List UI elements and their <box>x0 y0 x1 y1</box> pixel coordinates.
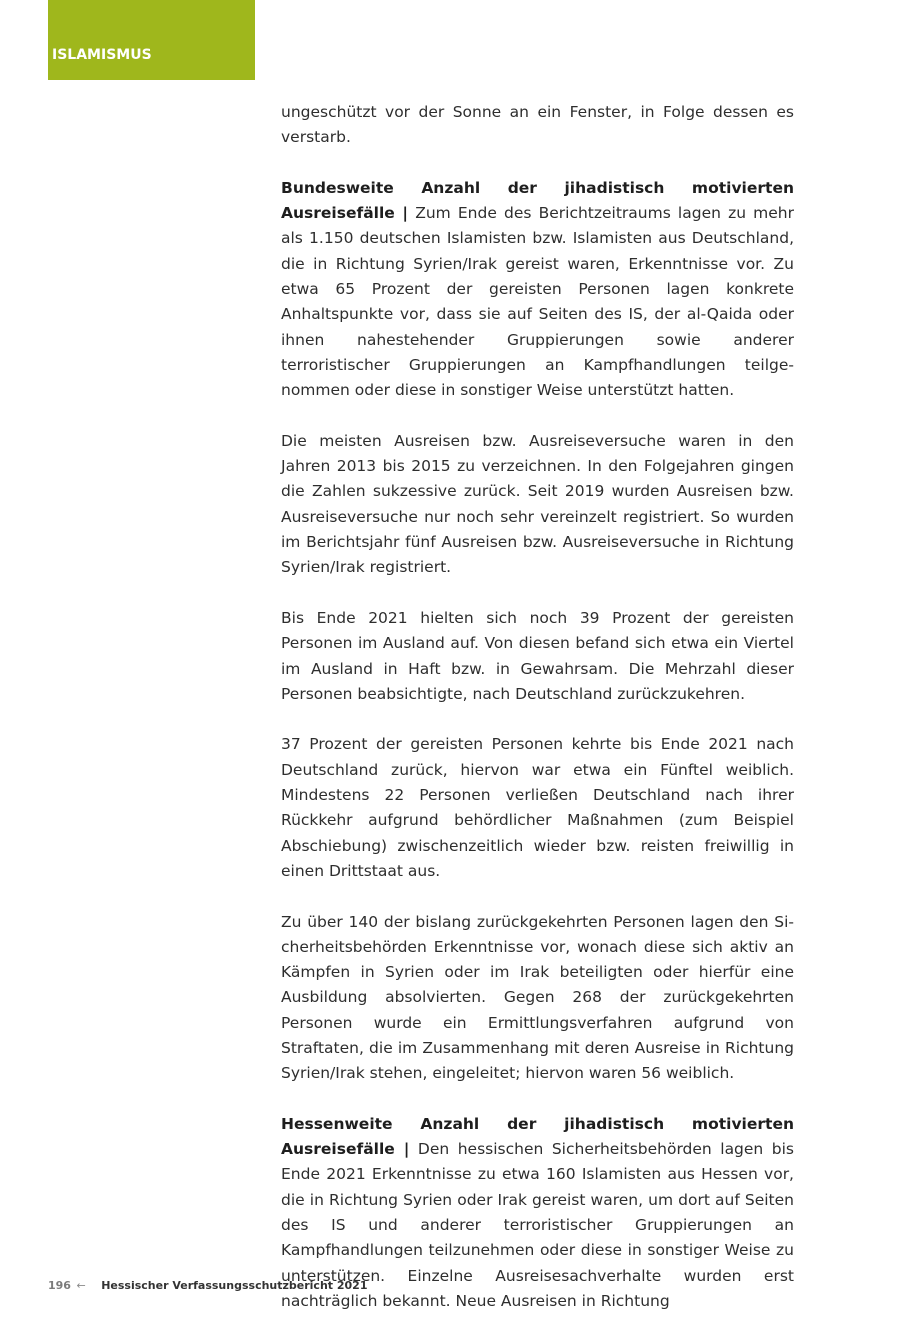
paragraph-4: Bis Ende 2021 hielten sich noch 39 Prozent der gereisten Personen im Ausland auf. Von diesen befand sich etwa ein Viertel im Ausland in Haft bzw. in Gewahrsam. Die Mehrzahl dieser Personen beabsichtigte, nach Deutschland zurückzukehren. <box>281 608 794 703</box>
section-label: ISLAMISMUS <box>52 47 152 63</box>
arrow-left-icon: ← <box>76 1279 86 1292</box>
paragraph-2 <box>281 176 794 404</box>
paragraph-2-text: Zum Ende des Berichtzeitraums lagen zu mehr als 1.150 deutschen Islamisten bzw. Islamisten aus Deutschland, die in Richtung Syrien/Irak gereist waren, Erkenntnisse vor. Zu etwa 65 Prozent der gereisten Personen lagen konkrete Anhaltspunkte vor, dass sie auf Seiten des IS, der al-Qaida oder ihnen nahestehender Gruppierungen sowie anderer terroristischer Gruppierungen an Kampfhandlungen teilgenommen oder diese in sonstiger Weise unterstützt hatten. <box>281 204 794 400</box>
report-title: Hessischer Verfassungsschutzbericht 2021 <box>101 1279 368 1292</box>
main-text-column <box>281 100 794 1340</box>
paragraph-5: 37 Prozent der gereisten Personen kehrte bis Ende 2021 nach Deutschland zurück, hiervon war etwa ein Fünftel weiblich. Mindestens 22 Personen verließen Deutschland nach ihrer Rückkehr aufgrund behördlicher Maßnahmen (zum Beispiel Abschiebung) zwischenzeitlich wieder bzw. reisten freiwillig in einen Drittstaat aus. <box>281 735 794 880</box>
paragraph-1: ungeschützt vor der Sonne an ein Fenster, in Folge dessen es verstarb. <box>281 103 794 147</box>
paragraph-2-heading: Bundesweite Anzahl der jihadistisch motivierten Ausreisefälle | <box>281 178 794 223</box>
paragraph-6: Zu über 140 der bislang zurückgekehrten Personen lagen den Sicherheitsbehörden Erkenntnisse vor, wonach diese sich aktiv an Kämpfen in Syrien oder im Irak beteiligten oder hierfür eine Ausbildung absolvierten. Gegen 268 der zurückgekehrten Personen wurde ein Ermittlungsverfahren aufgrund von Straftaten, die im Zusammenhang mit deren Ausreise in Richtung Syrien/Irak stehen, eingeleitet; hiervon waren 56 weiblich. <box>281 912 794 1083</box>
page-number: 196 <box>48 1279 71 1292</box>
page-footer <box>48 1279 368 1292</box>
paragraph-7-text: Den hessischen Sicherheitsbehörden lagen bis Ende 2021 Erkenntnisse zu etwa 160 Islamisten aus Hessen vor, die in Richtung Syrien oder Irak gereist waren, um dort auf Seiten des IS und anderer terroristischer Gruppierungen an Kampfhandlungen teilzunehmen oder diese in sonstiger Weise zu unterstützen. Einzelne Ausreisesachverhalte wurden erst nachträglich bekannt. Neue Ausreisen in Richtung <box>281 1140 794 1310</box>
section-tab <box>48 0 255 80</box>
paragraph-7-heading: Hessenweite Anzahl der jihadistisch motivierten Ausreisefälle | <box>281 1114 794 1159</box>
paragraph-3: Die meisten Ausreisen bzw. Ausreiseversuche waren in den Jahren 2013 bis 2015 zu verzeichnen. In den Folgejahren gingen die Zahlen sukzessive zurück. Seit 2019 wurden Ausreisen bzw. Ausreiseversuche nur noch sehr vereinzelt registriert. So wurden im Berichtsjahr fünf Ausreisen bzw. Ausreiseversuche in Richtung Syrien/Irak registriert. <box>281 431 794 577</box>
